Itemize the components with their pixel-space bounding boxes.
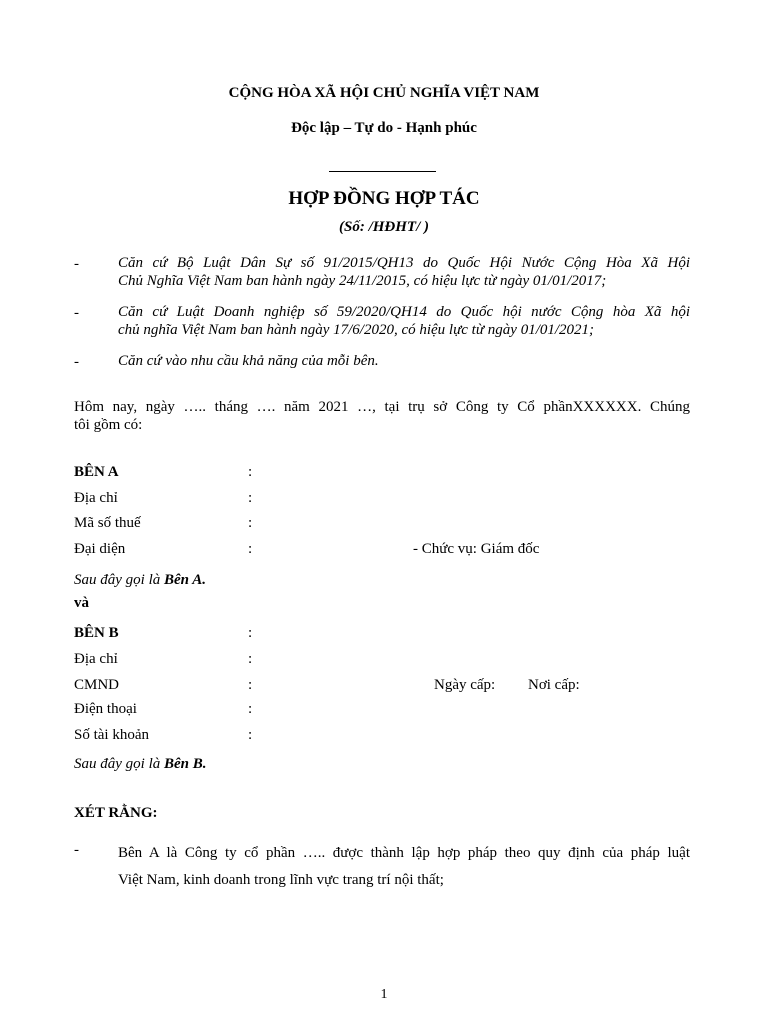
contract-title: HỢP ĐỒNG HỢP TÁC <box>288 188 480 209</box>
list-dash: - <box>74 842 79 858</box>
header-divider <box>329 171 436 172</box>
alias-prefix: Sau đây gọi là <box>74 572 164 588</box>
party-b-alias <box>74 755 207 773</box>
whereas-heading: XÉT RẰNG: <box>74 805 158 821</box>
party-a-tax-code-label: Mã số thuế <box>74 515 141 531</box>
field-colon: : <box>248 625 253 641</box>
contract-number: (Số: /HĐHT/ ) <box>339 219 429 235</box>
party-b-account-label: Số tài khoản <box>74 727 149 743</box>
party-a-representative-label: Đại diện <box>74 541 126 557</box>
field-colon: : <box>248 677 253 693</box>
field-colon: : <box>248 651 253 667</box>
field-colon: : <box>248 701 253 717</box>
list-dash: - <box>74 354 79 370</box>
intro-paragraph <box>74 398 690 434</box>
field-colon: : <box>248 727 253 743</box>
party-a-address-label: Địa chỉ <box>74 490 118 506</box>
alias-prefix: Sau đây gọi là <box>74 756 164 772</box>
party-b-heading: BÊN B <box>74 625 119 641</box>
legal-basis-item: Căn cứ vào nhu cầu khả năng của mỗi bên. <box>118 353 379 369</box>
party-b-phone-label: Điện thoại <box>74 701 137 717</box>
conjunction: và <box>74 595 89 611</box>
alias-name: Bên B. <box>164 756 207 772</box>
field-colon: : <box>248 464 253 480</box>
party-b-issue-date: Ngày cấp: <box>434 677 496 693</box>
intro-line: tôi gồm có: <box>74 417 143 433</box>
legal-basis-line: Căn cứ Bộ Luật Dân Sự số 91/2015/QH13 do Quốc Hội Nước Cộng Hòa Xã Hội <box>118 255 690 271</box>
whereas-item <box>118 840 690 894</box>
legal-basis-item <box>118 303 690 339</box>
list-dash: - <box>74 305 79 321</box>
alias-name: Bên A. <box>164 572 206 588</box>
list-dash: - <box>74 256 79 272</box>
legal-basis-item <box>118 254 690 290</box>
whereas-line: Bên A là Công ty cổ phần ….. được thành lập hợp pháp theo quy định của pháp luật <box>118 845 690 861</box>
whereas-line: Việt Nam, kinh doanh trong lĩnh vực trang trí nội thất; <box>118 872 444 888</box>
legal-basis-line: chủ nghĩa Việt Nam ban hành ngày 17/6/2020, có hiệu lực từ ngày 01/01/2021; <box>118 322 595 338</box>
intro-line: Hôm nay, ngày ….. tháng …. năm 2021 …, tại trụ sở Công ty Cổ phầnXXXXXX. Chúng <box>74 399 690 415</box>
party-b-address-label: Địa chỉ <box>74 651 118 667</box>
party-a-alias <box>74 571 206 589</box>
legal-basis-line: Căn cứ Luật Doanh nghiệp số 59/2020/QH14 do Quốc hội nước Cộng hòa Xã hội <box>118 304 690 320</box>
legal-basis-line: Chủ Nghĩa Việt Nam ban hành ngày 24/11/2015, có hiệu lực từ ngày 01/01/2017; <box>118 273 607 289</box>
party-b-id-label: CMND <box>74 677 120 693</box>
page-number: 1 <box>380 987 388 1002</box>
field-colon: : <box>248 515 253 531</box>
national-title: CỘNG HÒA XÃ HỘI CHỦ NGHĨA VIỆT NAM <box>228 85 540 101</box>
national-motto: Độc lập – Tự do - Hạnh phúc <box>291 120 477 136</box>
party-b-issue-place: Nơi cấp: <box>528 677 580 693</box>
field-colon: : <box>248 541 253 557</box>
field-colon: : <box>248 490 253 506</box>
party-a-heading: BÊN A <box>74 464 119 480</box>
party-a-position: - Chức vụ: Giám đốc <box>413 541 540 557</box>
